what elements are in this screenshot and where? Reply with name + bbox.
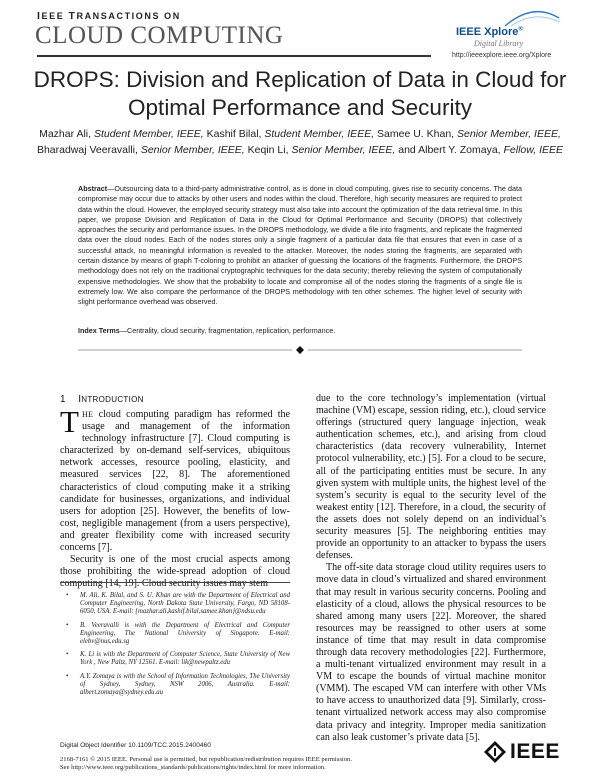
- xplore-arc-icon: [503, 8, 561, 28]
- left-column: [60, 404, 290, 590]
- author-name: Mazhar Ali,: [39, 128, 94, 140]
- copyright-notice: 2168-7161 © 2015 IEEE. Personal use is permitted, but republication/redistribution requires IEEE permission. See http://www.ieee.org/publications_standards/publications/rights/index.html for more information.: [60, 756, 352, 772]
- xplore-logo[interactable]: IEEE Xplore®: [456, 26, 523, 38]
- author-role: Senior Member, IEEE,: [457, 128, 561, 140]
- index-terms-text: —Centrality, cloud security, fragmentation, replication, performance.: [119, 326, 336, 335]
- author-name: Bharadwaj Veeravalli,: [36, 144, 141, 156]
- author-list: [32, 126, 568, 158]
- abstract: [78, 184, 522, 308]
- diamond-icon: [296, 346, 304, 354]
- footnote-item: • K. Li is with the Department of Computer Science, State University of New York , New Paltz, NY 12561. E-mail: lik@newpaltz.edu: [66, 651, 290, 667]
- body-paragraph-1: due to the core technology’s implementation (virtual machine (VM) escape, session riding, etc.), cloud service offerings (structured query language injection, weak authentication schemes, etc.), and arising from cloud characteristics (data recovery vulnerability, Internet protocol vulnerability, etc.) [5]. For a cloud to be secure, all of the participating entities must be secure. In any given system with multiple units, the highest level of the system’s security is equal to the security level of the weakest entity [12]. Therefore, in a cloud, the security of the assets does not solely depend on an individual’s security measures [5]. The neighboring entities may provide an opportunity to an attacker to bypass the users defenses.: [316, 393, 546, 562]
- author-name: Samee U. Khan,: [374, 128, 458, 140]
- footnote-item: • M. Ali, K. Bilal, and S. U. Khan are with the Department of Electrical and Computer Engineering, North Dakota State University, Fargo, ND 58108-6050, USA. E-mail: {mazhar.ali,kashif.bilal,samee.khan}@ndsu.edu: [66, 592, 290, 616]
- author-role: Senior Member, IEEE,: [140, 144, 245, 156]
- author-name: Keqin Li,: [244, 144, 292, 156]
- ieee-diamond-icon: [484, 741, 506, 763]
- footnote-item: • A.Y. Zomaya is with the School of Information Technologies, The University of Sydney, Sydney, NSW 2006, Australia. E-mail: albert.zomaya@sydney.edu.au: [66, 672, 290, 697]
- index-terms-label: Index Terms: [78, 326, 120, 335]
- ieee-logo: IEEE: [484, 740, 560, 764]
- author-name: Kashif Bilal,: [203, 128, 265, 140]
- dropcap: T: [60, 404, 79, 439]
- journal-prefix: IEEE TRANSACTIONS ON: [37, 10, 181, 22]
- doi-line: Digital Object Identifier 10.1109/TCC.2015.2400460: [60, 742, 211, 749]
- author-role: Senior Member, IEEE,: [291, 144, 396, 156]
- right-column: [316, 393, 546, 744]
- xplore-subtitle: Digital Library: [474, 39, 524, 48]
- abstract-text: —Outsourcing data to a third-party administrative control, as is done in cloud computing, gives rise to security concerns. The data compromise may occur due to attacks by other users and nodes within the cloud. Therefore, high security measures are required to protect data within the cloud. However, the employed security strategy must also take into account the optimization of the data retrieval time. In this paper, we propose Division and Replication of Data in the Cloud for Optimal Performance and Security (DROPS) that collectively approaches the security and performance issues. In the DROPS methodology, we divide a file into fragments, and replicate the fragmented data over the cloud nodes. Each of the nodes stores only a single fragment of a particular data file that ensures that even in case of a successful attack, no meaningful information is revealed to the attacker. Moreover, the nodes storing the fragments, are separated with certain distance by means of graph T-coloring to prohibit an attacker of guessing the locations of the fragments. Furthermore, the DROPS methodology does not rely on the traditional cryptographic techniques for the data security; thereby relieving the system of computationally expensive methodologies. We show that the probability to locate and compromise all of the nodes storing the fragments of a single file is extremely low. We also compare the performance of the DROPS methodology with ten other schemes. The higher level of security with slight performance overhead was observed.: [78, 184, 522, 307]
- journal-name: CLOUD COMPUTING: [35, 22, 284, 49]
- intro-paragraph-2: Security is one of the most crucial aspects among those prohibiting the wide-spread adoption of cloud computing [14, 19]. Cloud security issues may stem: [60, 554, 290, 590]
- abstract-label: Abstract: [78, 184, 108, 193]
- section-separator: [78, 346, 522, 354]
- xplore-url-link[interactable]: http://ieeexplore.ieee.org/Xplore: [452, 52, 552, 59]
- intro-paragraph-1: THE cloud computing paradigm has reformed the usage and management of the information technology infrastructure [7]. Cloud computing is characterized by on-demand self-services, ubiquitous network accesses, resource pooling, elasticity, and measured services [22, 8]. The aforementioned characteristics of cloud computing make it a striking candidate for businesses, organizations, and individual users for adoption [25]. However, the benefits of low-cost, negligible management (from a users perspective), and greater flexibility come with increased security concerns [7].: [60, 404, 290, 554]
- index-terms: [78, 326, 522, 336]
- body-paragraph-2: The off-site data storage cloud utility requires users to move data in cloud’s virtualized and shared environment that may result in various security concerns. Pooling and elasticity of a cloud, allows the physical resources to be shared among many users [22]. Moreover, the shared resources may be reassigned to other users at some instance of time that may result in data compromise through data recovery methodologies [22]. Furthermore, a multi-tenant virtualized environment may result in a VM to escape the bounds of virtual machine monitor (VMM). The escaped VM can interfere with other VMs to have access to unauthorized data [9]. Similarly, cross-tenant virtualized network access may also compromise data privacy and integrity. Improper media sanitization can also leak customer’s private data [5].: [316, 562, 546, 743]
- paper-title: DROPS: Division and Replication of Data in Cloud for Optimal Performance and Security: [33, 67, 567, 120]
- author-role: Student Member, IEEE,: [264, 128, 375, 140]
- section-heading: 1 INTRODUCTION: [60, 394, 144, 405]
- lead-word: HE: [81, 410, 94, 419]
- author-role: Student Member, IEEE,: [93, 128, 204, 140]
- header-rule: [37, 55, 431, 57]
- footnote-rule: [60, 582, 290, 583]
- footnote-item: • B. Veeravalli is with the Department of Electrical and Computer Engineering, The National University of Singapore. E-mail: elebv@nus.edu.sg: [66, 621, 290, 646]
- footnotes: [60, 592, 290, 702]
- author-role: Fellow, IEEE: [503, 144, 564, 156]
- author-name: and Albert Y. Zomaya,: [395, 144, 504, 156]
